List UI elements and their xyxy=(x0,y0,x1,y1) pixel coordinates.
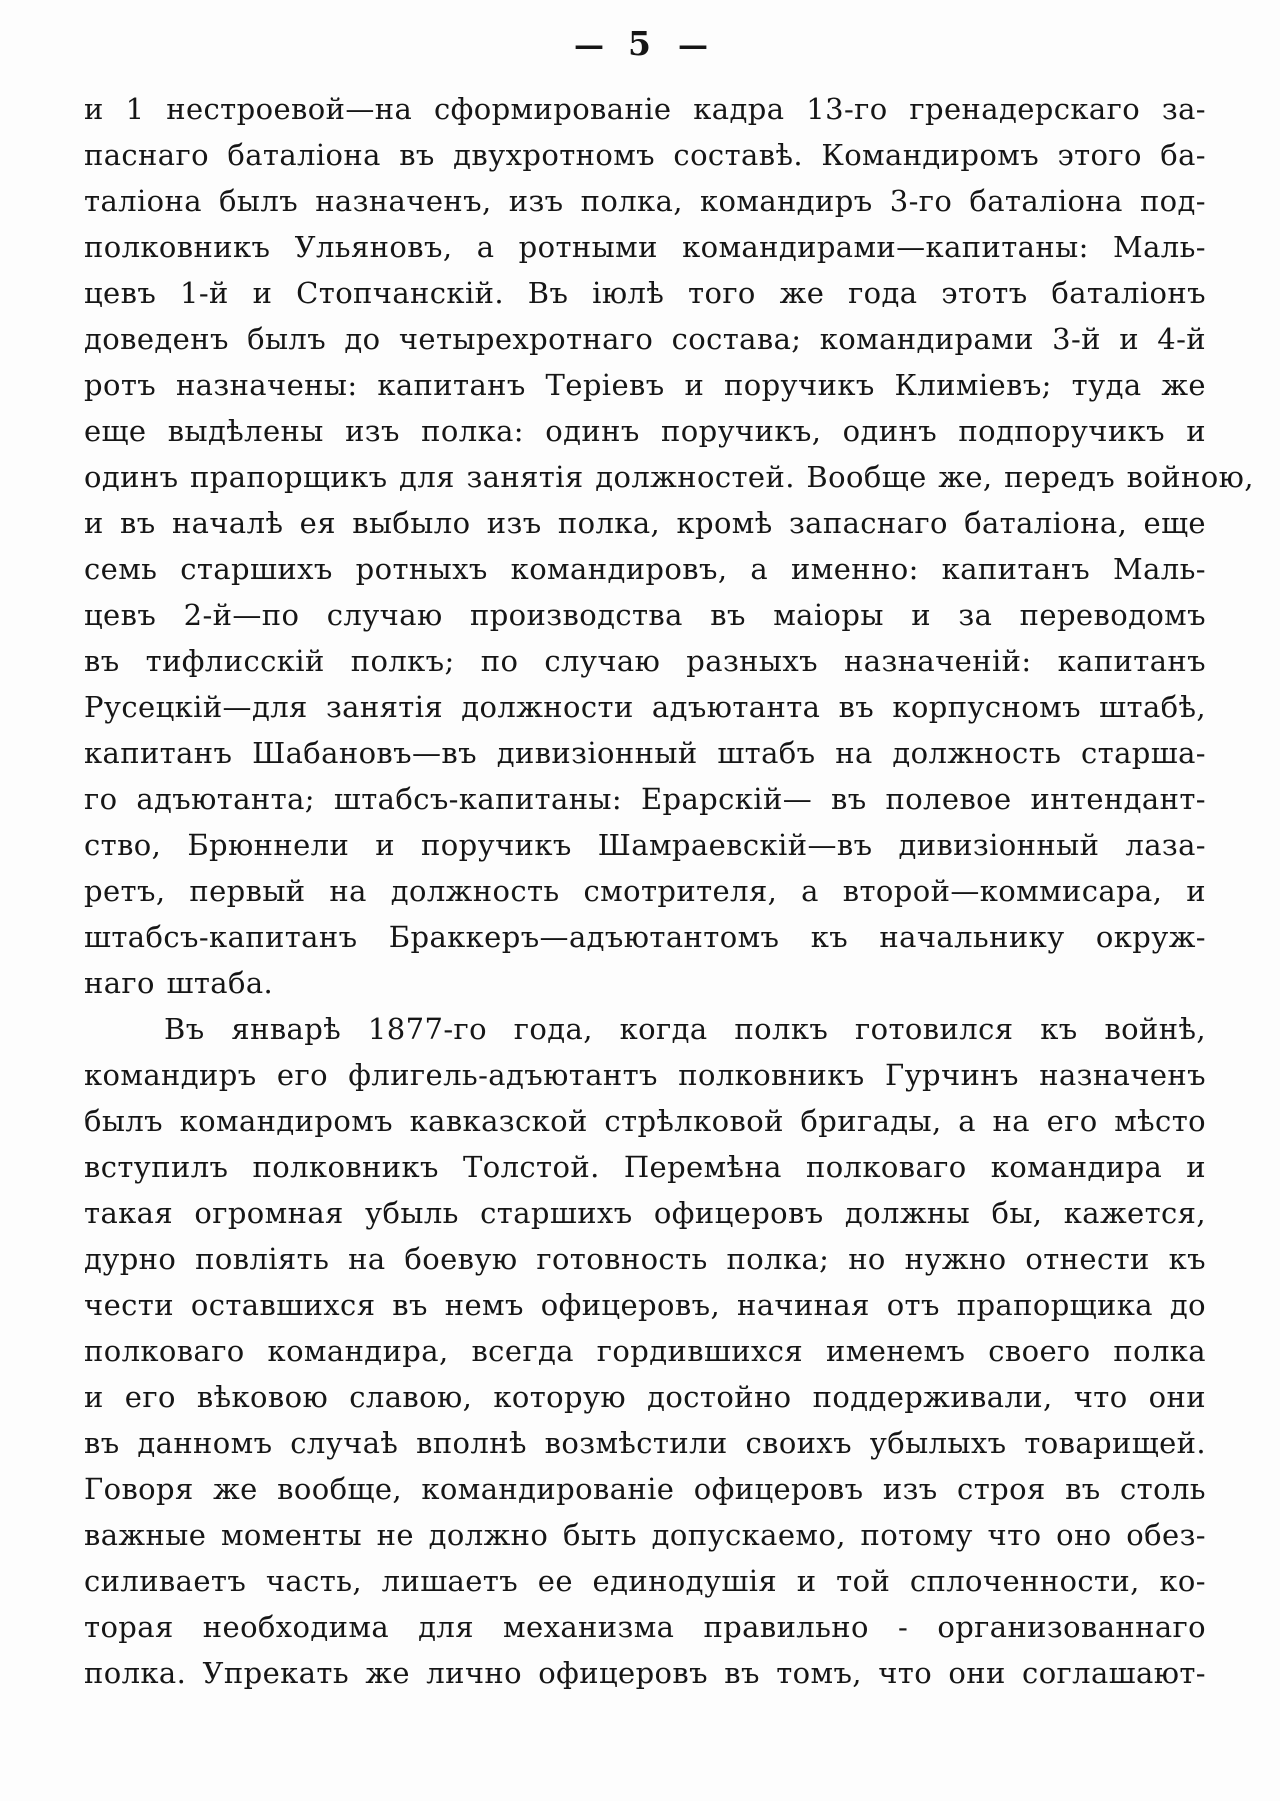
page-number: 5 xyxy=(628,24,652,63)
text-line: ство, Брюннели и поручикъ Шамраевскій—въ дивизіонный лаза- xyxy=(84,828,1206,862)
text-line: такая огромная убыль старшихъ офицеровъ должны бы, кажется, xyxy=(84,1196,1206,1230)
text-line: паснаго баталіона въ двухротномъ составѣ. Командиромъ этого ба- xyxy=(84,138,1206,172)
header-dash-right: — xyxy=(677,28,706,63)
text-line: полковаго командира, всегда гордившихся именемъ своего полка xyxy=(84,1334,1206,1368)
text-line: въ тифлисскій полкъ; по случаю разныхъ назначеній: капитанъ xyxy=(84,644,1206,678)
text-line: полковникъ Ульяновъ, а ротными командирами—капитаны: Маль- xyxy=(84,230,1206,264)
text-line: доведенъ былъ до четырехротнаго состава; командирами 3-й и 4-й xyxy=(84,322,1206,356)
text-line: капитанъ Шабановъ—въ дивизіонный штабъ на должность старша- xyxy=(84,736,1206,770)
page-header xyxy=(0,24,1280,63)
header-dash-left: — xyxy=(574,28,603,63)
text-line: ретъ, первый на должность смотрителя, а второй—коммисара, и xyxy=(84,874,1206,908)
text-line: и его вѣковою славою, которую достойно поддерживали, что они xyxy=(84,1380,1206,1414)
text-line: и 1 нестроевой—на сформированіе кадра 13-го гренадерскаго за- xyxy=(84,92,1206,126)
text-line: Говоря же вообще, командированіе офицеровъ изъ строя въ столь xyxy=(84,1472,1206,1506)
text-line: и въ началѣ ея выбыло изъ полка, кромѣ запаснаго баталіона, еще xyxy=(84,506,1206,540)
text-line: семь старшихъ ротныхъ командировъ, а именно: капитанъ Маль- xyxy=(84,552,1206,586)
text-line: былъ командиромъ кавказской стрѣлковой бригады, а на его мѣсто xyxy=(84,1104,1206,1138)
text-line: чести оставшихся въ немъ офицеровъ, начиная отъ прапорщика до xyxy=(84,1288,1206,1322)
text-line: дурно повліять на боевую готовность полка; но нужно отнести къ xyxy=(84,1242,1206,1276)
text-line: цевъ 1-й и Стопчанскій. Въ іюлѣ того же года этотъ баталіонъ xyxy=(84,276,1206,310)
text-line: штабсъ-капитанъ Браккеръ—адъютантомъ къ начальнику окруж- xyxy=(84,920,1206,954)
text-line: наго штаба. xyxy=(84,966,274,1000)
text-line: вступилъ полковникъ Толстой. Перемѣна полковаго командира и xyxy=(84,1150,1206,1184)
text-line: командиръ его флигель-адъютантъ полковникъ Гурчинъ назначенъ xyxy=(84,1058,1206,1092)
text-line: одинъ прапорщикъ для занятія должностей. Вообще же, передъ войною, xyxy=(84,460,1254,494)
text-line: полка. Упрекать же лично офицеровъ въ томъ, что они соглашают- xyxy=(84,1656,1206,1690)
text-line: таліона былъ назначенъ, изъ полка, командиръ 3-го баталіона под- xyxy=(84,184,1206,218)
text-block xyxy=(84,86,1254,1696)
text-line: торая необходима для механизма правильно - организованнаго xyxy=(84,1610,1206,1644)
text-line: важные моменты не должно быть допускаемо, потому что оно обез- xyxy=(84,1518,1206,1552)
text-line: цевъ 2-й—по случаю производства въ маіоры и за переводомъ xyxy=(84,598,1206,632)
text-line: Въ январѣ 1877-го года, когда полкъ готовился къ войнѣ, xyxy=(164,1012,1206,1046)
text-line: ротъ назначены: капитанъ Теріевъ и поручикъ Климіевъ; туда же xyxy=(84,368,1206,402)
text-line: Русецкій—для занятія должности адъютанта въ корпусномъ штабѣ, xyxy=(84,690,1206,724)
text-line: въ данномъ случаѣ вполнѣ возмѣстили своихъ убылыхъ товарищей. xyxy=(84,1426,1206,1460)
text-line: го адъютанта; штабсъ-капитаны: Ерарскій— въ полевое интендант- xyxy=(84,782,1206,816)
text-line: силиваетъ часть, лишаетъ ее единодушія и той сплоченности, ко- xyxy=(84,1564,1206,1598)
text-line: еще выдѣлены изъ полка: одинъ поручикъ, одинъ подпоручикъ и xyxy=(84,414,1206,448)
